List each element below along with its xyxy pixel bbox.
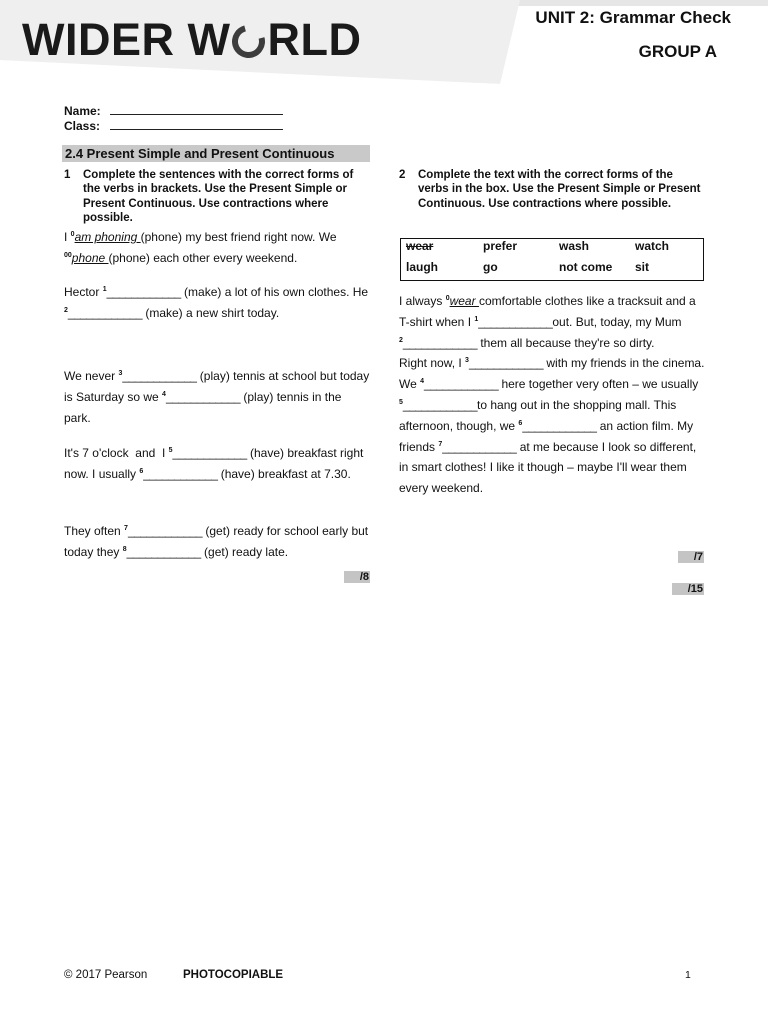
exercise2-instruction: 2 Complete the text with the correct forms of the verbs in the box. Use the Present Simple or Present Continuous. Use contractions where possible. [399, 169, 701, 210]
group-label: GROUP A [638, 42, 717, 61]
sentence-group-1: Hector $^1$____________ (make) a lot of his own clothes. He $^2$____________ (make) a new shirt today. [64, 285, 369, 320]
word-box [400, 238, 704, 281]
sentence-group-4: They often $^7$____________ (get) ready for school early but today they $^8$____________ (get) ready late. [64, 524, 369, 559]
exercise2-number: 2 [399, 169, 406, 181]
exercise1-score: /8 [344, 571, 370, 583]
section-title: 2.4 Present Simple and Present Continuous [62, 145, 370, 162]
class-label: Class: [64, 119, 101, 133]
photocopiable-label: PHOTOCOPIABLE [183, 969, 284, 981]
word-item: prefer [483, 239, 518, 253]
word-item: laugh [406, 260, 438, 274]
exercise1-instruction: 1 Complete the sentences with the correct forms of the verbs in brackets. Use the Present Simple or Present Continuous. Use contractions where possible. [64, 169, 354, 224]
word-item: not come [559, 260, 613, 274]
wider-world-logo: WIDER W RLD [22, 14, 362, 65]
copyright: © 2017 Pearson [64, 969, 148, 981]
example-sentence: I $^0$am phoning (phone) my best friend right now. We $^{00}$phone (phone) each other every weekend. [64, 230, 337, 265]
word-item: wear [406, 239, 434, 253]
page-number: 1 [685, 969, 691, 981]
sentence-group-2: We never $^3$____________ (play) tennis at school but today is Saturday so we $^4$____________ (play) tennis in the park. [64, 369, 370, 425]
exercise2-paragraph: I always $^0$wear comfortable clothes like a tracksuit and a T-shirt when I $^1$____________out. But, today, my Mum $^2$____________ them all because they're so dirty. Right now, I $^3$____________ with my friends in the cinema. We $^4$____________ here together very often – we usually $^5$____________to hang out in the shopping mall. This afternoon, though, we $^6$____________ an action film. My friends $^7$____________ at me because I look so different, in smart clothes! I like it though – maybe I'll wear them every weekend. [399, 294, 705, 496]
word-item: watch [635, 239, 670, 253]
name-field[interactable] [110, 103, 283, 115]
exercise2-score: /7 [678, 551, 704, 563]
word-item: go [483, 260, 498, 274]
exercise1-number: 1 [64, 169, 71, 181]
logo-ring-icon [226, 19, 271, 64]
word-item: wash [559, 239, 590, 253]
total-score: /15 [672, 583, 704, 595]
name-label: Name: [64, 104, 101, 118]
class-field[interactable] [110, 118, 283, 130]
sentence-group-3: It's 7 o'clock and I $^5$____________ (have) breakfast right now. I usually $^6$____________ (have) breakfast at 7.30. [64, 446, 364, 481]
word-item: sit [635, 260, 650, 274]
student-info [64, 103, 283, 133]
unit-title: UNIT 2: Grammar Check [535, 8, 731, 27]
